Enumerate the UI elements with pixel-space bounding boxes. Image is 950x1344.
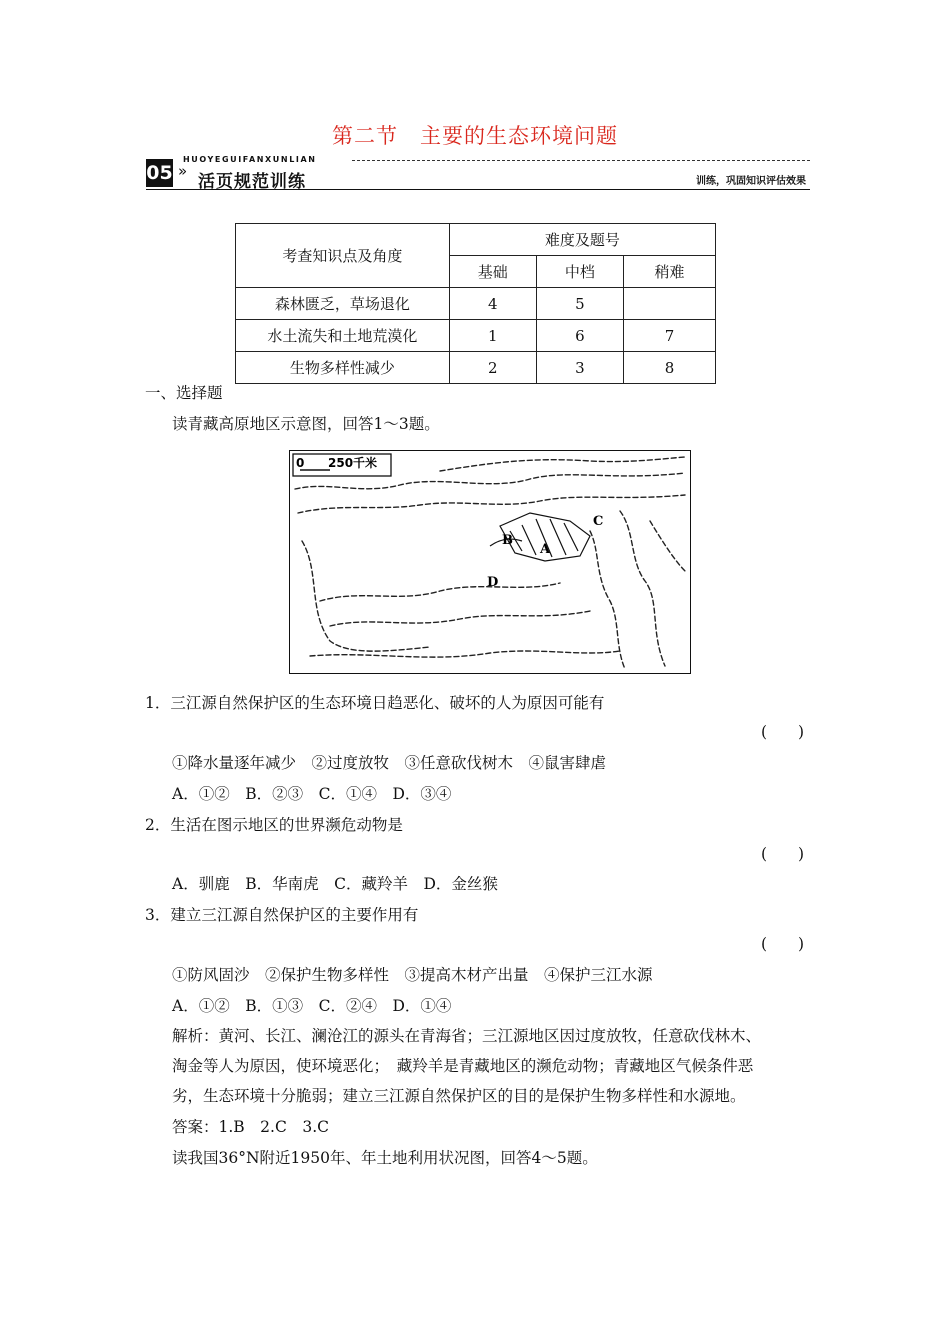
question-3-options: A．①② B．①③ C．②④ D．①④	[172, 997, 452, 1015]
table-cell-basic: 1	[449, 320, 536, 352]
analysis-line-1: 解析：黄河、长江、澜沧江的源头在青海省；三江源地区因过度放牧，任意砍伐林木、	[172, 1027, 762, 1045]
section-banner	[146, 155, 810, 191]
table-header-basic: 基础	[449, 256, 536, 288]
table-cell-topic: 生物多样性减少	[236, 352, 450, 384]
table-header-difficulty: 难度及题号	[449, 224, 715, 256]
map-intro: 读青藏高原地区示意图，回答1～3题。	[172, 415, 440, 433]
map-label-b: B	[502, 533, 513, 548]
map-label-d: D	[487, 575, 499, 590]
banner-arrow-icon: »	[178, 162, 188, 180]
next-intro: 读我国36°N附近1950年、年土地利用状况图，回答4～5题。	[172, 1149, 598, 1167]
table-cell-topic: 森林匮乏，草场退化	[236, 288, 450, 320]
question-2-answer-blank: ( )	[761, 845, 805, 863]
table-row	[236, 288, 716, 320]
banner-dashed-rule	[352, 160, 810, 161]
table-cell-hard: 8	[623, 352, 715, 384]
section-heading: 一、选择题	[145, 384, 223, 402]
question-3-stem: 3．建立三江源自然保护区的主要作用有	[145, 906, 419, 924]
table-row	[236, 352, 716, 384]
table-cell-topic: 水土流失和土地荒漠化	[236, 320, 450, 352]
map-label-a: A	[540, 542, 551, 557]
question-1-answer-blank: ( )	[761, 723, 805, 741]
table-cell-hard	[623, 288, 715, 320]
table-cell-medium: 3	[536, 352, 623, 384]
table-cell-medium: 6	[536, 320, 623, 352]
question-3-answer-blank: ( )	[761, 935, 805, 953]
tibet-plateau-map	[289, 450, 691, 674]
table-cell-medium: 5	[536, 288, 623, 320]
question-1-items: ①降水量逐年减少 ②过度放牧 ③任意砍伐树木 ④鼠害肆虐	[172, 754, 607, 772]
table-header-medium: 中档	[536, 256, 623, 288]
analysis-line-2: 淘金等人为原因，使环境恶化； 藏羚羊是青藏地区的濒危动物；青藏地区气候条件恶	[172, 1057, 754, 1075]
knowledge-table	[235, 223, 716, 384]
answer-key: 答案：1.B 2.C 3.C	[172, 1118, 329, 1136]
table-header-topic: 考查知识点及角度	[236, 224, 450, 288]
banner-rule	[146, 189, 810, 190]
question-3-items: ①防风固沙 ②保护生物多样性 ③提高木材产出量 ④保护三江水源	[172, 966, 653, 984]
banner-subtitle: 训练，巩固知识评估效果	[696, 176, 806, 187]
table-header-hard: 稍难	[623, 256, 715, 288]
table-cell-hard: 7	[623, 320, 715, 352]
question-2-options: A．驯鹿 B．华南虎 C．藏羚羊 D．金丝猴	[172, 875, 498, 893]
table-cell-basic: 2	[449, 352, 536, 384]
banner-title: 活页规范训练	[198, 172, 306, 192]
question-1-stem: 1．三江源自然保护区的生态环境日趋恶化、破坏的人为原因可能有	[145, 694, 605, 712]
banner-number: 05	[146, 159, 173, 187]
table-row	[236, 320, 716, 352]
analysis-line-3: 劣，生态环境十分脆弱；建立三江源自然保护区的目的是保护生物多样性和水源地。	[172, 1087, 746, 1105]
map-label-c: C	[593, 514, 604, 529]
scale-label: 250千米	[328, 456, 378, 470]
map-drawing	[290, 451, 689, 672]
question-1-options: A．①② B．②③ C．①④ D．③④	[172, 785, 452, 803]
table-cell-basic: 4	[449, 288, 536, 320]
question-2-stem: 2．生活在图示地区的世界濒危动物是	[145, 816, 403, 834]
banner-pinyin: HUOYEGUIFANXUNLIAN	[183, 155, 317, 164]
page-title: 第二节 主要的生态环境问题	[332, 124, 618, 148]
scale-zero: 0	[296, 456, 305, 470]
